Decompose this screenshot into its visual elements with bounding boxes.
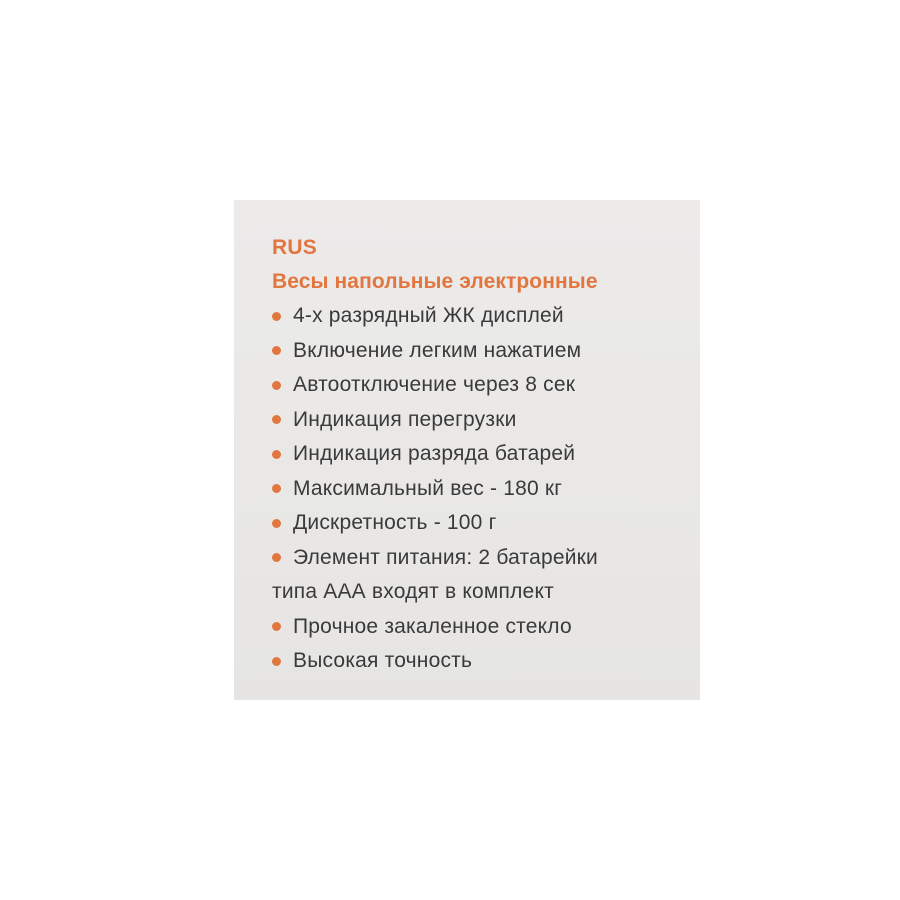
- label-text-block: [272, 231, 692, 679]
- feature-item: [272, 644, 692, 679]
- feature-text: Индикация перегрузки: [293, 407, 517, 431]
- product-label: [234, 200, 700, 700]
- bullet-icon: [272, 415, 281, 424]
- language-code: RUS: [272, 236, 317, 259]
- feature-item: [272, 472, 692, 507]
- bullet-icon: [272, 381, 281, 390]
- bullet-icon: [272, 484, 281, 493]
- bullet-icon: [272, 312, 281, 321]
- bullet-icon: [272, 450, 281, 459]
- feature-text: Прочное закаленное стекло: [293, 614, 572, 638]
- feature-item: [272, 299, 692, 334]
- bullet-icon: [272, 346, 281, 355]
- feature-item: [272, 368, 692, 403]
- feature-item: [272, 403, 692, 438]
- bullet-icon: [272, 622, 281, 631]
- bullet-icon: [272, 553, 281, 562]
- feature-text: Индикация разряда батарей: [293, 442, 576, 466]
- feature-text: типа ААА входят в комплект: [272, 580, 554, 604]
- feature-list: [272, 299, 692, 679]
- feature-item: [272, 334, 692, 369]
- feature-continuation: [272, 575, 692, 610]
- feature-text: Высокая точность: [293, 649, 473, 673]
- bullet-icon: [272, 519, 281, 528]
- feature-text: 4-х разрядный ЖК дисплей: [293, 304, 564, 328]
- feature-text: Включение легким нажатием: [293, 338, 582, 362]
- feature-text: Элемент питания: 2 батарейки: [293, 545, 598, 569]
- feature-text: Максимальный вес - 180 кг: [293, 476, 563, 500]
- feature-item: [272, 506, 692, 541]
- feature-text: Дискретность - 100 г: [293, 511, 497, 535]
- feature-item: [272, 541, 692, 576]
- feature-item: [272, 610, 692, 645]
- feature-text: Автоотключение через 8 сек: [293, 373, 576, 397]
- feature-item: [272, 437, 692, 472]
- product-title: Весы напольные электронные: [272, 270, 598, 293]
- bullet-icon: [272, 657, 281, 666]
